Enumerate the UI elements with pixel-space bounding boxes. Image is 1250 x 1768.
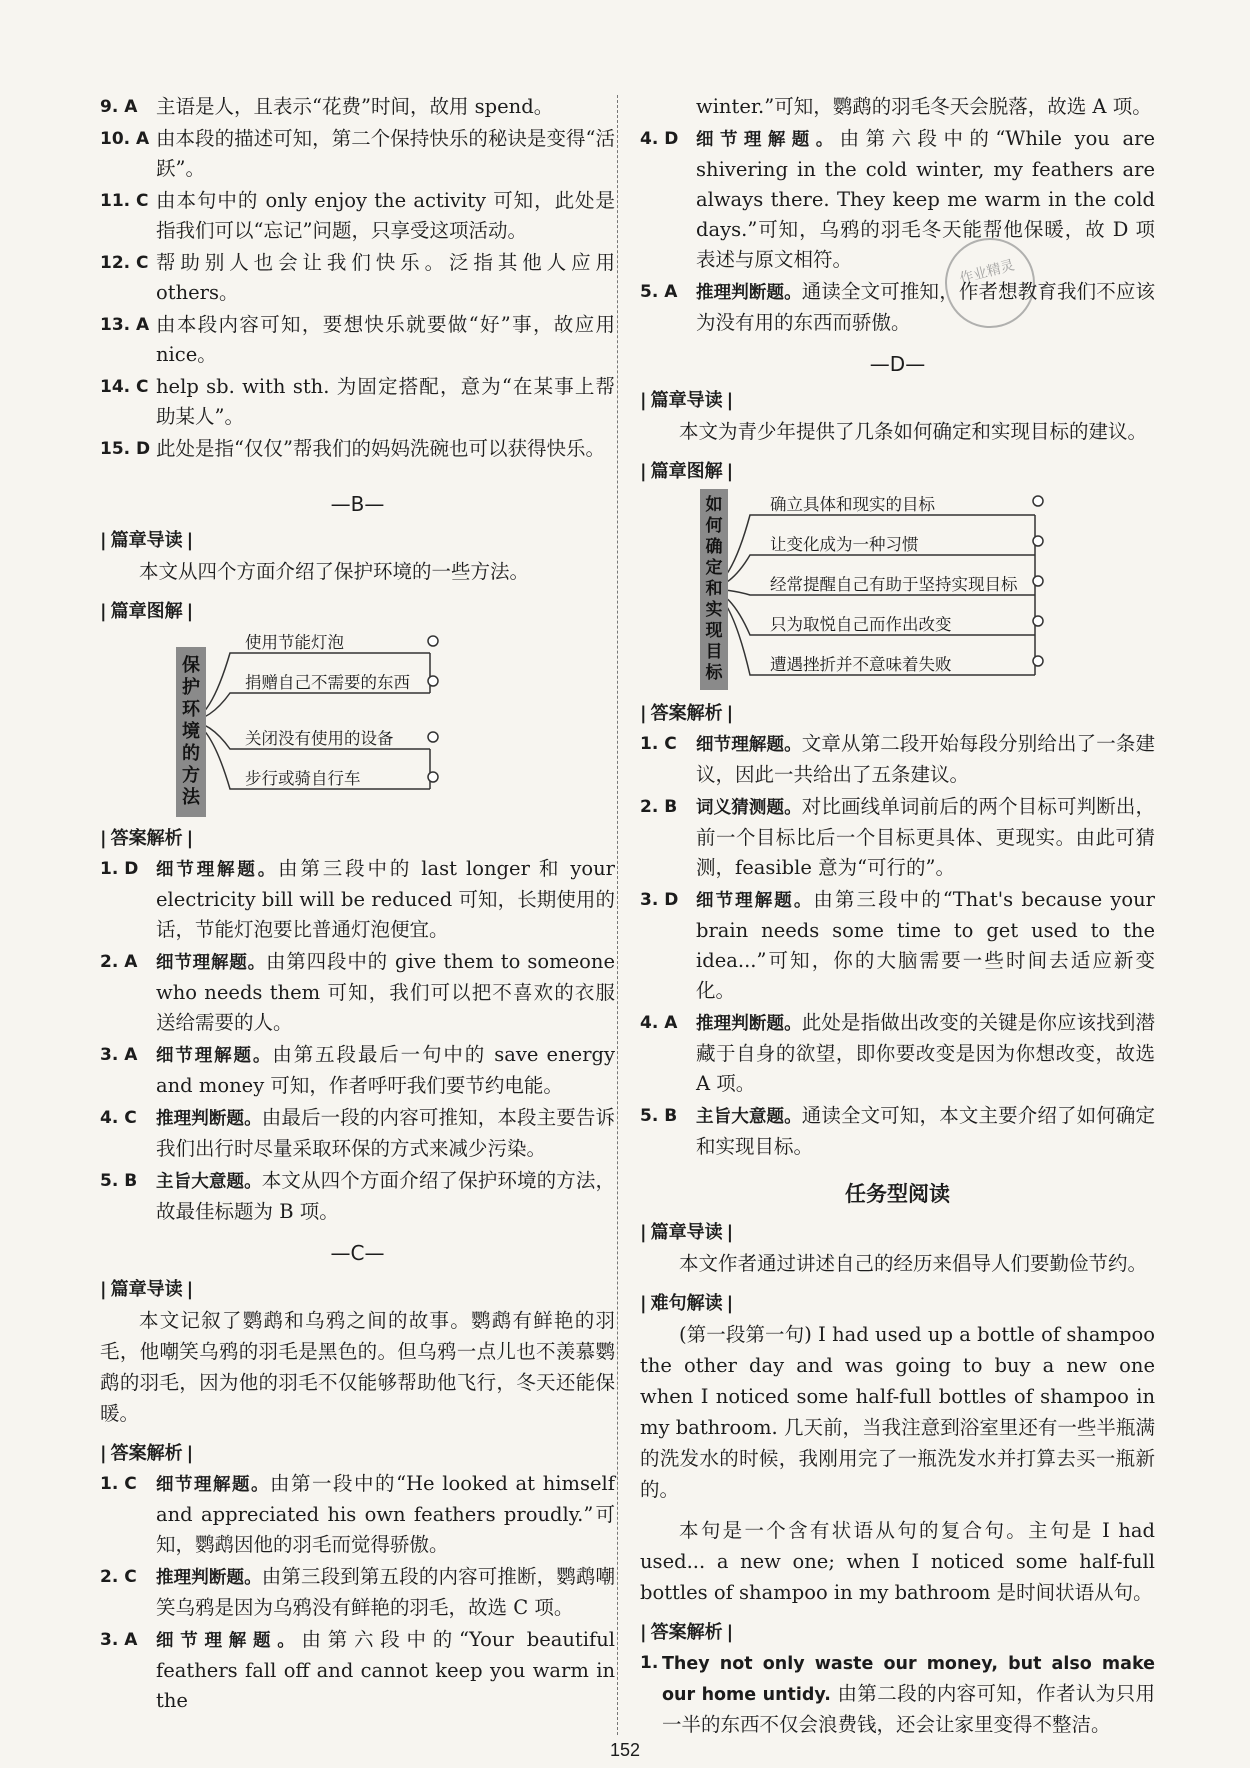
answer-item: 2. B 词义猜测题。对比画线单词前后的两个目标可判断出，前一个目标比后一个目标更具体、更现实。由此可猜测，feasible 意为“可行的”。 — [640, 795, 1155, 879]
answer-item: 3. A 细节理解题。由第五段最后一句中的 save energy and money 可知，作者呼吁我们要节约电能。 — [100, 1043, 616, 1097]
answer-continued: winter.”可知，鹦鹉的羽毛冬天会脱落，故选 A 项。 — [696, 95, 1152, 118]
answer-item: 10. A 由本段的描述可知，第二个保持快乐的秘诀是变得“活跃”。 — [100, 127, 615, 180]
answer-item: 1. C 细节理解题。文章从第二段开始每段分别给出了一条建议，因此一共给出了五条建议。 — [640, 732, 1155, 786]
intro-label: | 篇章导读 | — [640, 386, 1155, 412]
answer-item: 5. B 主旨大意题。本文从四个方面介绍了保护环境的方法，故最佳标题为 B 项。 — [100, 1169, 615, 1223]
intro-label: | 篇章导读 | — [100, 526, 615, 552]
section-heading-d: —D— — [869, 352, 926, 376]
mind-map-node: 步行或骑自行车 — [245, 769, 361, 788]
answer-label: | 答案解析 | — [640, 1618, 1155, 1644]
answer-label: | 答案解析 | — [100, 1439, 615, 1465]
section-heading-b: —B— — [330, 492, 385, 516]
right-column — [640, 92, 1155, 1742]
intro-text: 本文为青少年提供了几条如何确定和实现目标的建议。 — [679, 420, 1148, 443]
answer-item: 4. C 推理判断题。由最后一段的内容可推知，本段主要告诉我们出行时尽量采取环保的方式来减少污染。 — [100, 1106, 615, 1160]
mind-map-node: 关闭没有使用的设备 — [245, 729, 394, 748]
answer-item: 4. A 推理判断题。此处是指做出改变的关键是你应该找到潜藏于自身的欲望，即你要改变是因为你想改变，故选 A 项。 — [640, 1011, 1155, 1095]
answer-item: 1. C 细节理解题。由第一段中的“He looked at himself and appreciated his own feathers proudly.”可知，鹦鹉因他的羽毛而觉得骄傲。 — [100, 1472, 615, 1556]
mind-map-node: 遭遇挫折并不意味着失败 — [770, 655, 952, 674]
task-reading-title: 任务型阅读 — [845, 1182, 950, 1206]
intro-label: | 篇章导读 | — [100, 1275, 615, 1301]
mind-map-title: 如何确定和实现目标 — [700, 489, 728, 690]
mind-map-d — [640, 489, 1155, 689]
intro-text: 本文记叙了鹦鹉和乌鸦之间的故事。鹦鹉有鲜艳的羽毛，他嘲笑乌鸦的羽毛是黑色的。但乌鸦一点儿也不羡慕鹦鹉的羽毛，因为他的羽毛不仅能够帮助他飞行，冬天还能保暖。 — [100, 1309, 615, 1425]
mind-map-node: 只为取悦自己而作出改变 — [770, 615, 952, 634]
answer-label: | 答案解析 | — [640, 699, 1155, 725]
answer-item: 9. A 主语是人，且表示“花费”时间，故用 spend。 — [100, 95, 554, 118]
diagram-label: | 篇章图解 | — [100, 597, 615, 623]
answers-b — [100, 854, 615, 1227]
intro-text: 本文作者通过讲述自己的经历来倡导人们要勤俭节约。 — [679, 1252, 1148, 1275]
answers-c — [100, 1469, 615, 1716]
page-number: 152 — [609, 1740, 641, 1760]
answer-item: 15. D 此处是指“仅仅”帮我们的妈妈洗碗也可以获得快乐。 — [100, 437, 605, 460]
answers-c-cont — [640, 124, 1155, 338]
answer-item: 3. D 细节理解题。由第三段中的“That's because your brain needs some time to get used to the idea...”可知，你的大脑需要一些时间去适应新变化。 — [640, 888, 1156, 1002]
answer-item: 4. D 细节理解题。由第六段中的“While you are shivering in the cold winter, my feathers are always there. They keep me warm in the cold days.”可知，乌鸦的羽毛冬天能帮他保暖，故 D 项表述与原文相符。 — [640, 127, 1155, 271]
answer-item: 3. A 细节理解题。由第六段中的“Your beautiful feathers fall off and cannot keep you warm in the — [100, 1628, 616, 1712]
mind-map-node: 确立具体和现实的目标 — [770, 495, 935, 514]
mind-map-node: 使用节能灯泡 — [245, 633, 344, 652]
answer-item: 11. C 由本句中的 only enjoy the activity 可知，此处是指我们可以“忘记”问题，只享受这项活动。 — [100, 189, 615, 242]
answer-item: 12. C 帮助别人也会让我们快乐。泛指其他人应用 others。 — [100, 251, 615, 304]
answer-item: 5. A 推理判断题。通读全文可推知，作者想教育我们不应该为没有用的东西而骄傲。 — [640, 280, 1155, 334]
mind-map-b — [100, 629, 615, 814]
intro-label: | 篇章导读 | — [640, 1218, 1155, 1244]
left-column — [100, 92, 615, 1718]
answer-item: 1. D 细节理解题。由第三段中的 last longer 和 your electricity bill will be reduced 可知，长期使用的话，节能灯泡要比普通灯泡便宜。 — [100, 857, 615, 941]
answer-item: 2. A 细节理解题。由第四段中的 give them to someone who needs them 可知，我们可以把不喜欢的衣服送给需要的人。 — [100, 950, 615, 1034]
intro-text: 本文从四个方面介绍了保护环境的一些方法。 — [139, 560, 530, 583]
column-divider — [617, 95, 618, 1735]
mind-map-title: 保护环境的方法 — [176, 647, 206, 817]
mind-map-node: 经常提醒自己有助于坚持实现目标 — [770, 575, 1018, 594]
answer-item: 13. A 由本段内容可知，要想快乐就要做“好”事，故应用 nice。 — [100, 313, 615, 366]
mind-map-node: 捐赠自己不需要的东西 — [245, 673, 410, 692]
answer-item: 14. C help sb. with sth. 为固定搭配，意为“在某事上帮助某人”。 — [100, 375, 615, 428]
section-heading-c: —C— — [330, 1241, 385, 1265]
difficult-sentence: (第一段第一句) I had used up a bottle of shampoo the other day and was going to buy a new one when I noticed some half-full bottles of shampoo in my bathroom. 几天前，当我注意到浴室里还有一些半瓶满的洗发水的时候，我刚用完了一瓶洗发水并打算去买一瓶新的。 — [640, 1323, 1155, 1501]
answer-item: 5. B 主旨大意题。通读全文可知，本文主要介绍了如何确定和实现目标。 — [640, 1104, 1155, 1158]
answer-item: 1. They not only waste our money, but also make our home untidy. 由第二段的内容可知，作者认为只用一半的东西不仅会浪费钱，还会让家里变得不整洁。 — [640, 1653, 1156, 1736]
answer-item: 2. C 推理判断题。由第三段到第五段的内容可推断，鹦鹉嘲笑乌鸦是因为乌鸦没有鲜艳的羽毛，故选 C 项。 — [100, 1565, 615, 1619]
mind-map-node: 让变化成为一种习惯 — [770, 535, 919, 554]
cloze-answers — [100, 92, 615, 464]
answer-label: | 答案解析 | — [100, 824, 615, 850]
watermark-stamp: 作业精灵 — [935, 228, 1045, 338]
sentence-analysis: 本句是一个含有状语从句的复合句。主句是 I had used... a new one; when I noticed some half-full bottles of shampoo in my bathroom 是时间状语从句。 — [640, 1519, 1155, 1604]
difficult-sentence-label: | 难句解读 | — [640, 1289, 1155, 1315]
diagram-label: | 篇章图解 | — [640, 457, 1155, 483]
answers-d — [640, 729, 1155, 1162]
